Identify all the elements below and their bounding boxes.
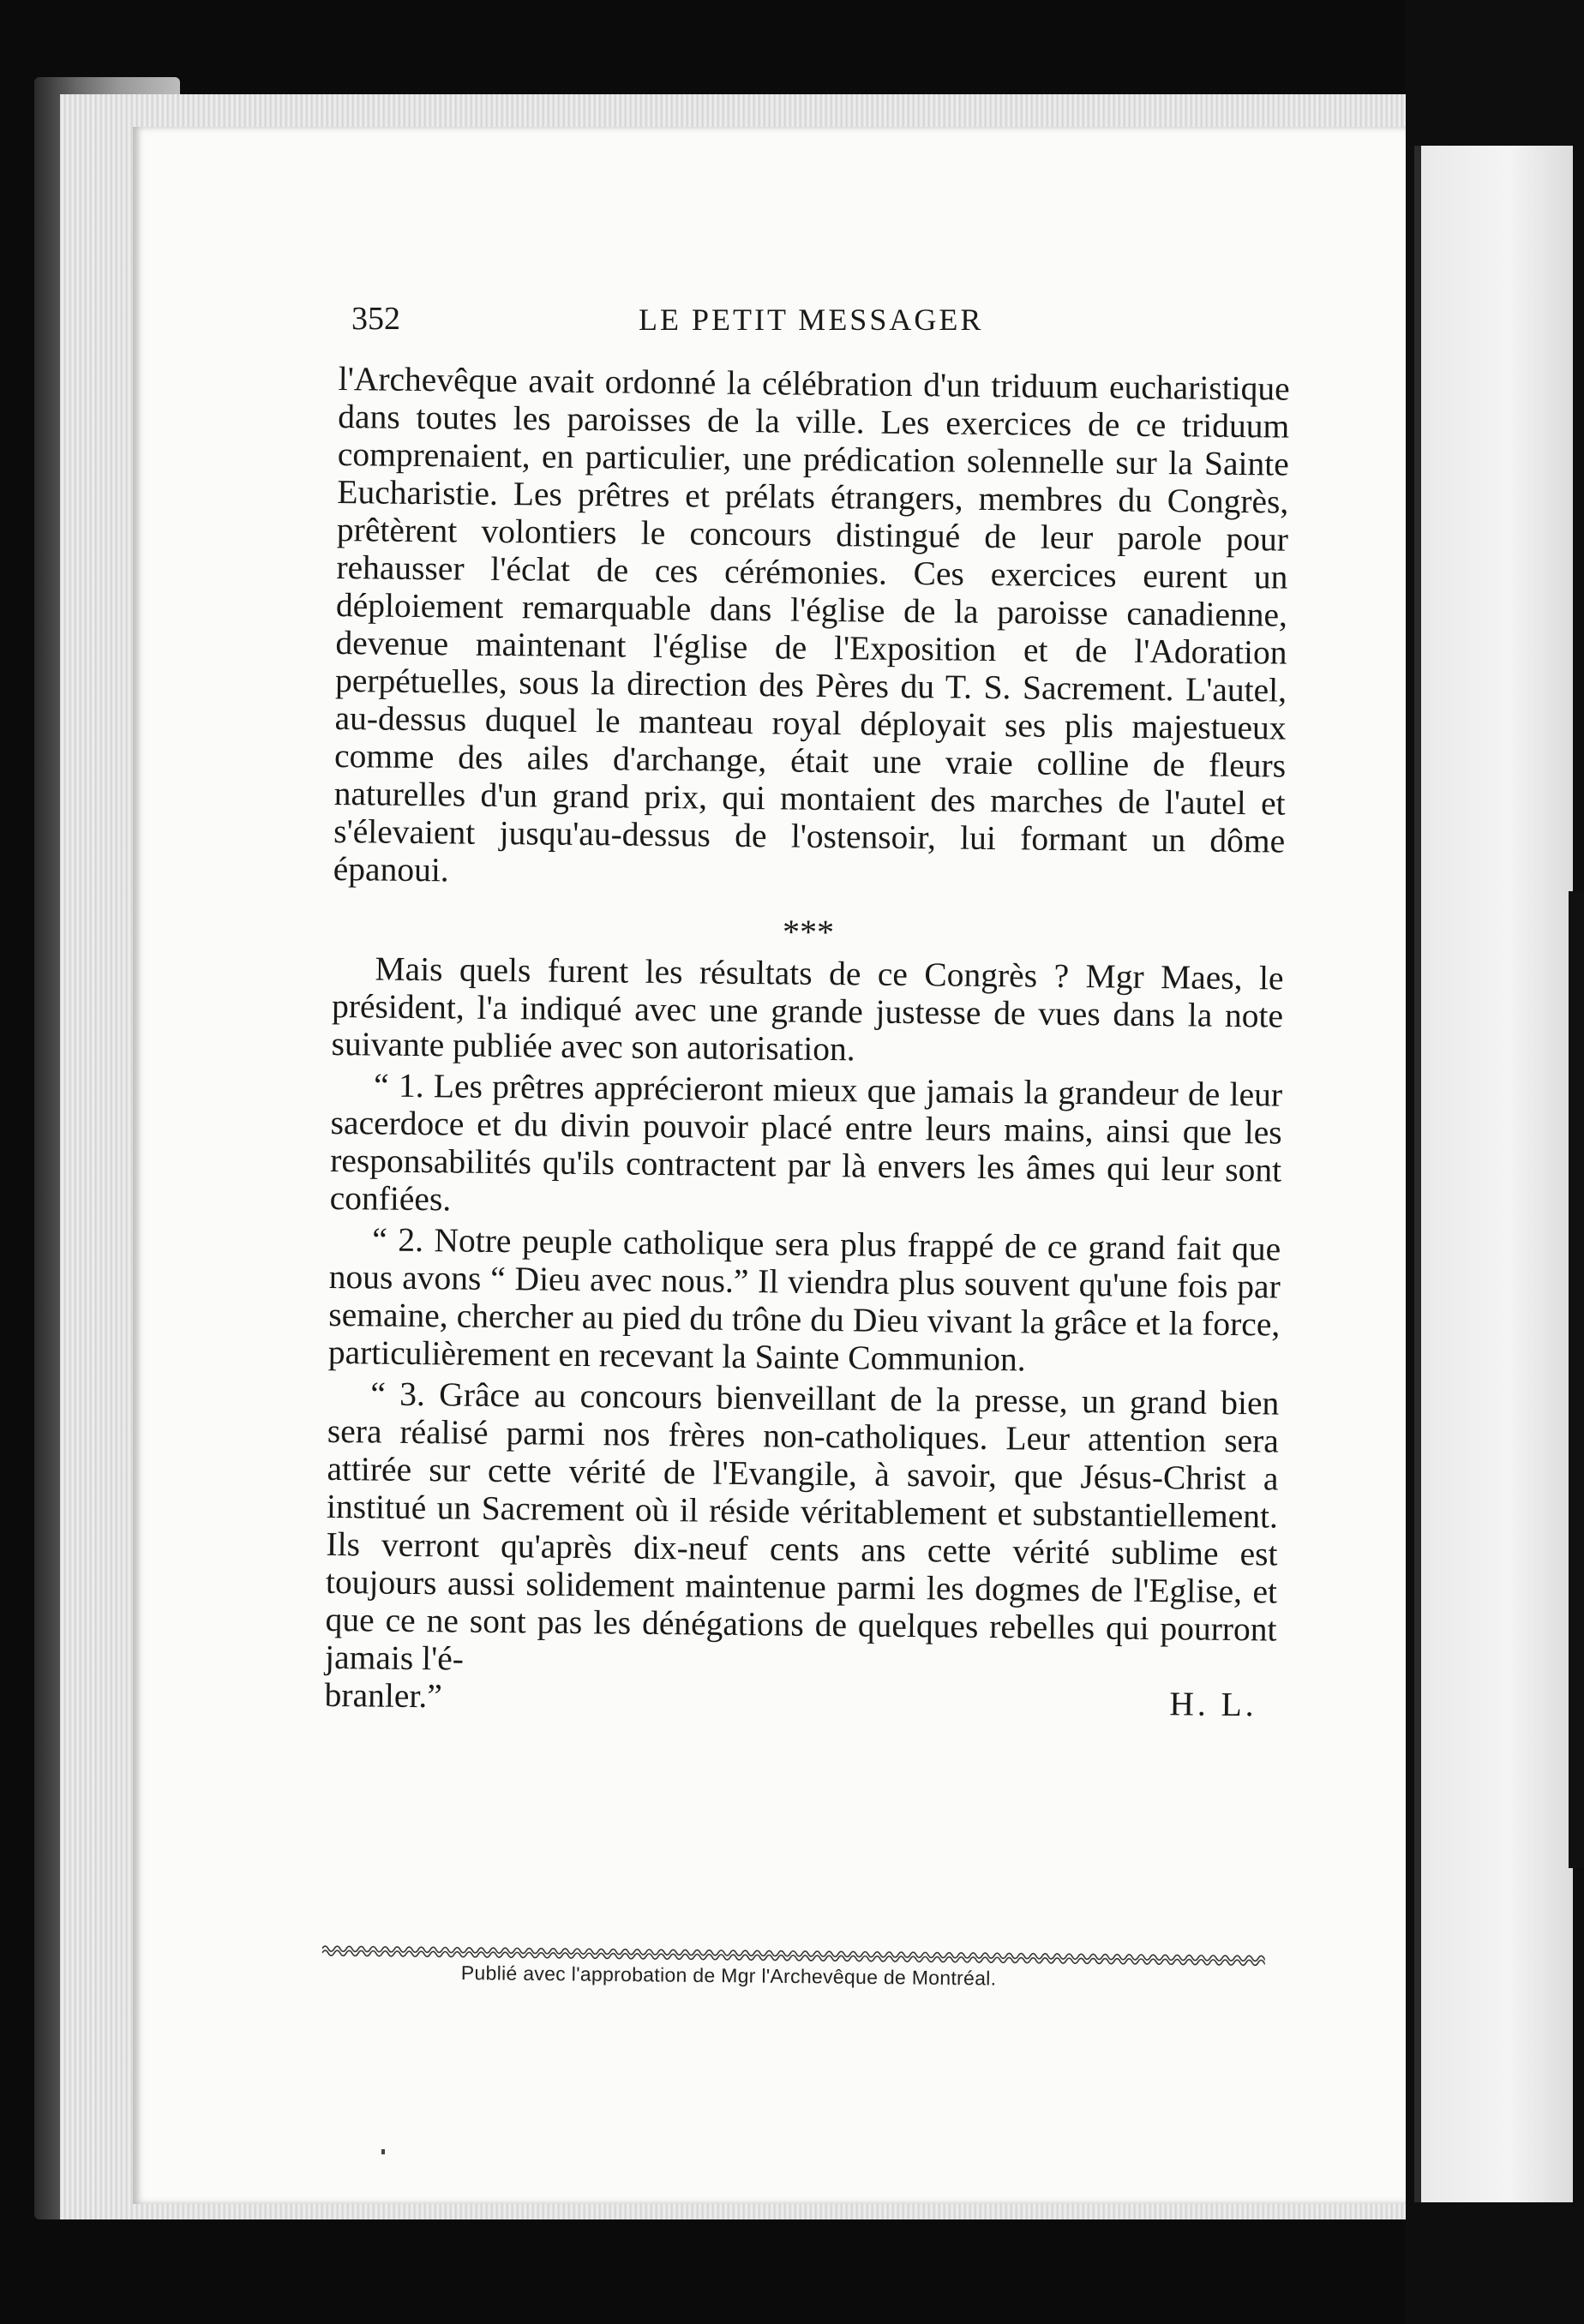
quote-point-2: “ 2. Notre peuple catholique sera plus frappé de ce grand fait que nous avons “ Dieu avec nous.” Il viendra plus souvent qu'une fois par semaine, chercher au pied du trône du Dieu vivant la grâce et la force, particulièrement en recevant la Sainte Communion. [327, 1220, 1281, 1379]
facing-page-illustration-edge [1569, 891, 1584, 1868]
paragraph-results: Mais quels furent les résultats de ce Congrès ? Mgr Maes, le président, l'a indiqué avec une grande justesse de vues dans la note suivante publiée avec son autorisation. [331, 949, 1284, 1069]
imprimatur-footer: Publié avec l'approbation de Mgr l'Archevêque de Montréal. [460, 1962, 997, 1990]
paragraph-triduum: l'Archevêque avait ordonné la célébration d'un triduum eucharistique dans toutes les paroisses de la ville. Les exercices de ce triduum comprenaient, en particulier, une prédication solennelle sur la Sainte Eucharistie. Les prêtres et prélats étrangers, membres du Congrès, prêtèrent volontiers le concours distingué de leur parole pour rehausser l'éclat de ces cérémonies. Ces exercices eurent un déploiement remarquable dans l'église de la paroisse canadienne, devenue maintenant l'église de l'Exposition et de l'Adoration perpétuelles, sous la direction des Pères du T. S. Sacrement. L'autel, au-dessus duquel le manteau royal déployait ses plis majestueux comme des ailes d'archange, était une vraie colline de fleurs naturelles d'un grand prix, qui montaient des marches de l'autel et s'élevaient jusqu'au-dessus de l'ostensoir, lui formant un dôme épanoui. [333, 360, 1290, 889]
page-header [351, 300, 1290, 351]
asterism-divider: *** [782, 912, 835, 952]
quote-point-1: “ 1. Les prêtres apprécieront mieux que jamais la grandeur de leur sacerdoce et du divin pouvoir placé entre leurs mains, ainsi que les responsabilités qu'ils contractent par là envers les âmes qui leur sont confiées. [329, 1066, 1283, 1219]
scan-speck [381, 2149, 385, 2154]
page-body [324, 360, 1289, 1724]
facing-page-edge [1414, 146, 1573, 2202]
quote-point-3: “ 3. Grâce au concours bienveillant de la presse, un grand bien sera réalisé parmi nos frères non-catholiques. Leur attention sera attirée sur cette vérité de l'Evangile, à savoir, que Jésus-Christ a institué un Sacrement où il réside véritablement et substantiellement. Ils verront qu'après dix-neuf cents ans cette vérité sublime est toujours aussi solidement maintenue parmi les dogmes de l'Eglise, et que ce ne sont pas les dénégations de quelques rebelles qui pourront jamais l'é- [324, 1375, 1280, 1678]
closing-text: branler.” [324, 1675, 442, 1716]
page-gutter-line [1414, 146, 1421, 2202]
author-signature: H. L. [1169, 1685, 1257, 1724]
running-title: LE PETIT MESSAGER [639, 302, 984, 337]
page-number: 352 [351, 301, 400, 337]
